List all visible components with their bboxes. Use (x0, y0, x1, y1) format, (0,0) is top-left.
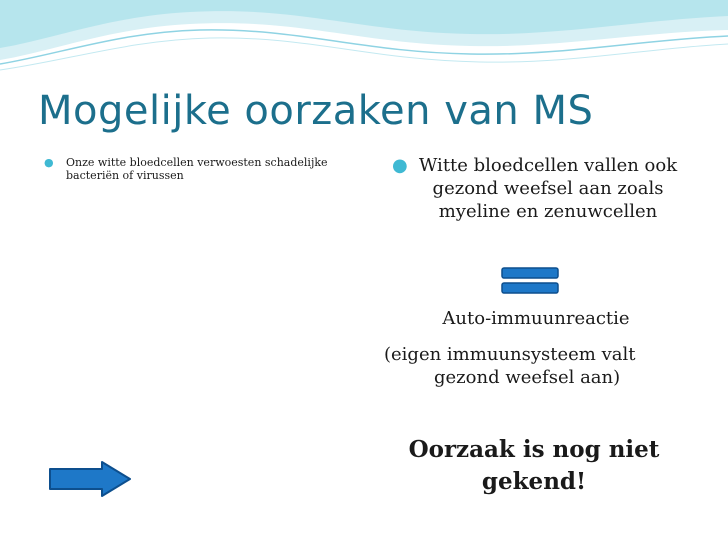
conclusion-text: Oorzaak is nog niet gekend! (408, 436, 660, 495)
explanation-line-1: (eigen immuunsysteem valt (384, 344, 636, 365)
left-bullet-item (44, 156, 344, 182)
explanation-text (384, 343, 684, 389)
header-wave-decoration (0, 0, 728, 90)
equals-icon (500, 266, 560, 296)
slide-title: Mogelijke oorzaken van MS (38, 88, 594, 134)
left-bullet-text: Onze witte bloedcellen verwoesten schadelijke bacteriën of virussen (66, 156, 328, 182)
right-arrow-icon (48, 460, 132, 498)
bullet-icon: ● (392, 155, 408, 176)
bullet-icon: ● (44, 156, 54, 169)
right-bullet-text: Witte bloedcellen vallen ook gezond weefsel aan zoals myeline en zenuwcellen (418, 155, 678, 222)
auto-immune-label: Auto-immuunreactie (442, 308, 630, 329)
right-bullet-item (392, 154, 682, 223)
explanation-line-2: gezond weefsel aan) (434, 367, 621, 388)
